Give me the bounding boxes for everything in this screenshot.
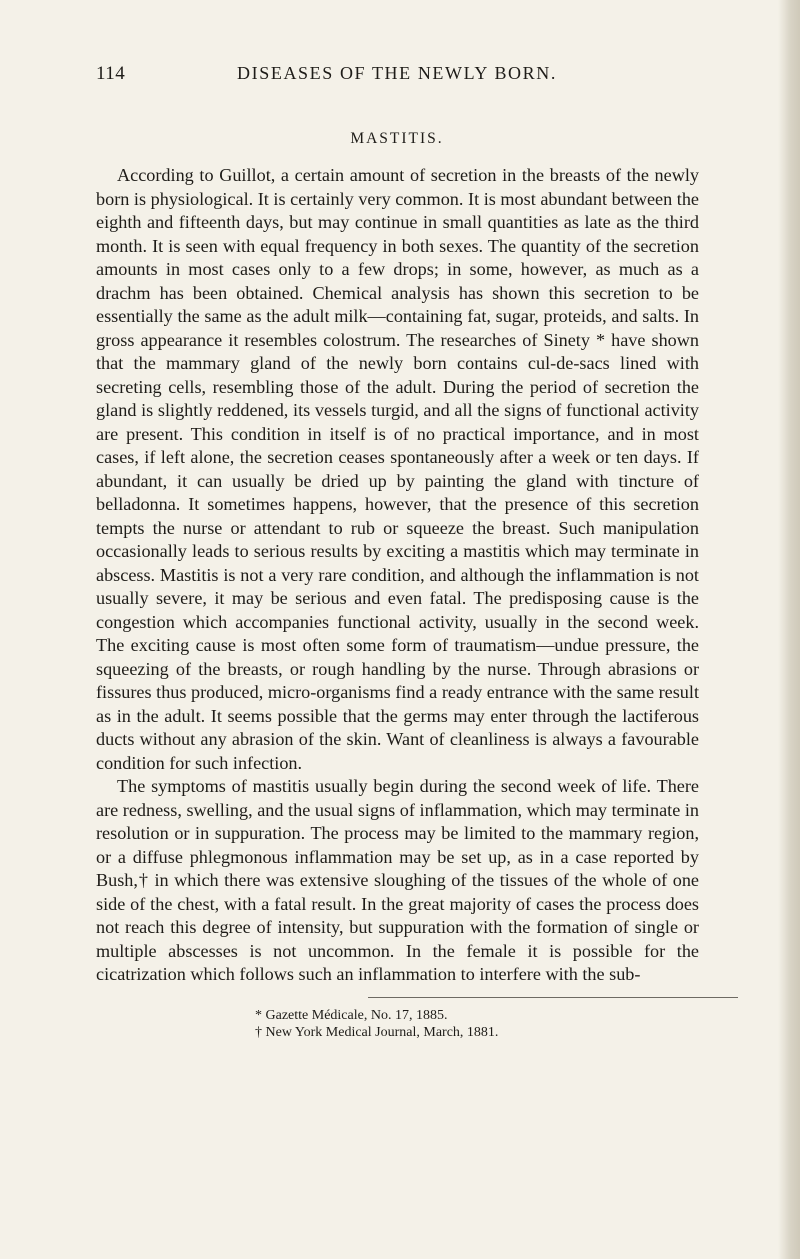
paragraph: The symptoms of mastitis usually begin during the second week of life. There are redness, swelling, and the usual signs of inflammation, which may terminate in resolution or in suppuration. The process may be limited to the mammary region, or a diffuse phlegmonous inflammation may be set up, as in a case reported by Bush,† in which there was extensive sloughing of the tissues of the whole of one side of the chest, with a fatal result. In the great majority of cases the process does not reach this degree of intensity, but suppuration with the formation of single or multiple abscesses is not uncommon. In the female it is possible for the cicatrization which follows such an inflammation to interfere with the sub-	[96, 776, 699, 984]
section-title: MASTITIS.	[350, 130, 444, 147]
page-number: 114	[96, 63, 126, 84]
running-head: DISEASES OF THE NEWLY BORN.	[237, 63, 557, 83]
footnotes	[255, 1007, 675, 1041]
page-header	[96, 63, 698, 93]
body-text	[96, 164, 699, 987]
footnote: * Gazette Médicale, No. 17, 1885.	[255, 1008, 448, 1023]
footnote-rule	[368, 997, 738, 998]
page-edge-shadow	[778, 0, 800, 1259]
footnote: † New York Medical Journal, March, 1881.	[255, 1025, 499, 1040]
paragraph: According to Guillot, a certain amount of secretion in the breasts of the newly born is physiological. It is certainly very common. It is most abundant between the eighth and fifteenth days, but may continue in small quantities as late as the third month. It is seen with equal frequency in both sexes. The quantity of the secretion amounts in most cases only to a few drops; in some, however, as much as a drachm has been obtained. Chemical analysis has shown this secretion to be essentially the same as the adult milk—containing fat, sugar, proteids, and salts. In gross appearance it resembles colostrum. The researches of Sinety * have shown that the mammary gland of the newly born contains cul-de-sacs lined with secreting cells, resembling those of the adult. During the period of secretion the gland is slightly reddened, its vessels turgid, and all the signs of functional activity are present. This condition in itself is of no practical importance, and in most cases, if left alone, the secretion ceases spontaneously after a week or ten days. If abundant, it can usually be dried up by painting the gland with tincture of belladonna. It sometimes happens, however, that the presence of this secretion tempts the nurse or attendant to rub or squeeze the breast. Such manipulation occasionally leads to serious results by exciting a mastitis which may terminate in abscess. Mastitis is not a very rare condition, and although the inflammation is not usually severe, it may be serious and even fatal. The predisposing cause is the congestion which accompanies functional activity, usually in the second week. The exciting cause is most often some form of traumatism—undue pressure, the squeezing of the breasts, or rough handling by the nurse. Through abrasions or fissures thus produced, micro-organisms find a ready entrance with the same result as in the adult. It seems possible that the germs may enter through the lactiferous ducts without any abrasion of the skin. Want of cleanliness is always a favourable condition for such infection.	[96, 165, 699, 773]
